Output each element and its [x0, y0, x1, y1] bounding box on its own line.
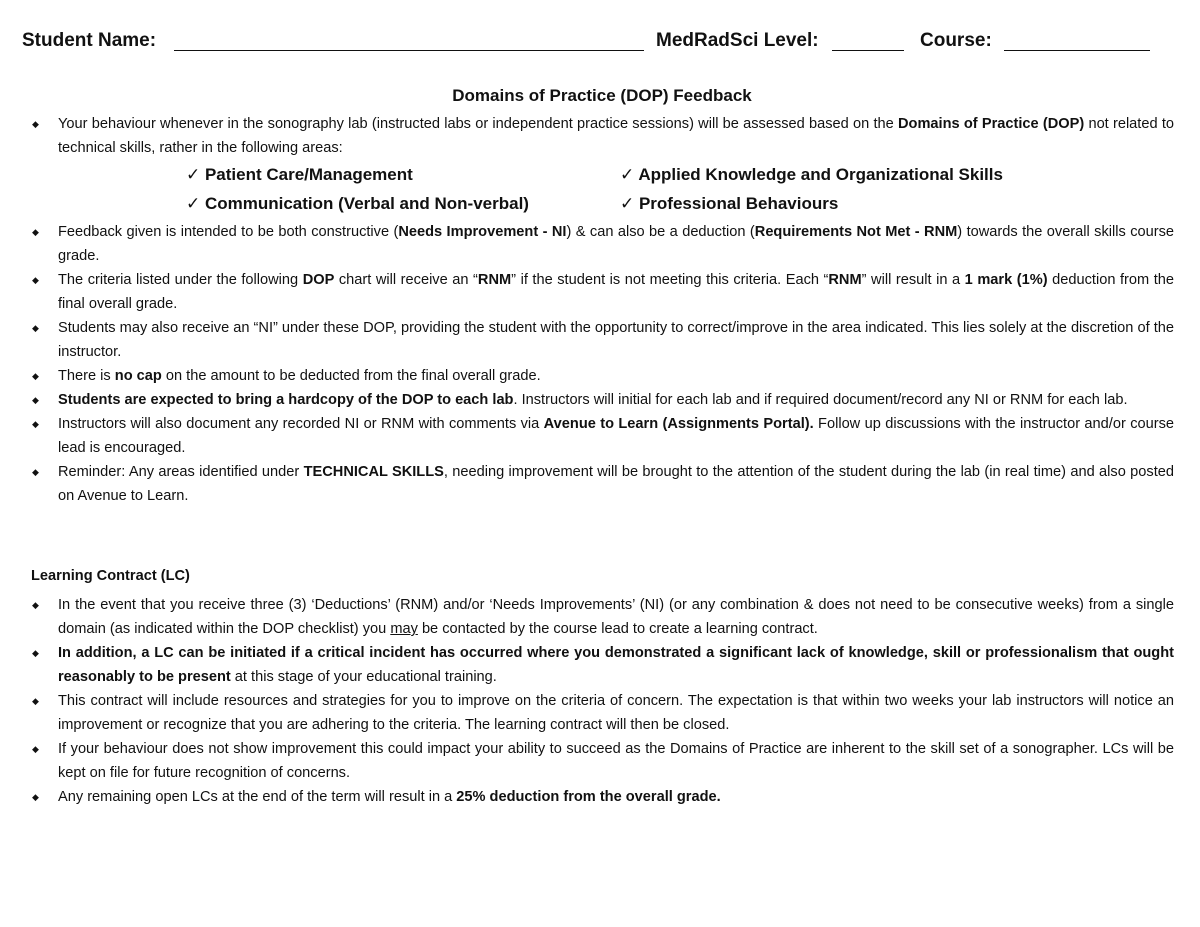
- list-item: ◆ Feedback given is intended to be both constructive (Needs Improvement - NI) & can also be a deduction (Requirements Not Met - RNM) towards the overall skills course grade.: [32, 220, 1174, 268]
- list-item: ◆ The criteria listed under the following DOP chart will receive an “RNM” if the student is not meeting this criteria. Each “RNM” will result in a 1 mark (1%) deduction from the final overall grade.: [32, 268, 1174, 316]
- medradsci-level-field[interactable]: [832, 50, 904, 51]
- learning-contract-heading: Learning Contract (LC): [31, 568, 190, 584]
- course-field[interactable]: [1004, 50, 1150, 51]
- list-item: ◆ This contract will include resources and strategies for you to improve on the criteria of concern. The expectation is that within two weeks your lab instructors will notice an improvement or recognize that you are adhering to the criteria. The learning contract will then be closed.: [32, 689, 1174, 737]
- list-item: ◆ Instructors will also document any recorded NI or RNM with comments via Avenue to Learn (Assignments Portal). Follow up discussions with the instructor and/or course lead is encouraged.: [32, 412, 1174, 460]
- list-item: ◆ Your behaviour whenever in the sonography lab (instructed labs or independent practice sessions) will be assessed based on the Domains of Practice (DOP) not related to technical skills, rather in the following areas:: [32, 112, 1174, 160]
- list-item: ◆ In the event that you receive three (3) ‘Deductions’ (RNM) and/or ‘Needs Improvements’ (NI) (or any combination & does not need to be consecutive weeks) from a single domain (as indicated within the DOP checklist) you may be contacted by the course lead to create a learning contract.: [32, 593, 1174, 641]
- dop-rules-list: [32, 220, 1174, 508]
- student-name-label: Student Name:: [22, 30, 157, 51]
- student-name-field[interactable]: [174, 50, 644, 51]
- medradsci-level-label: MedRadSci Level:: [656, 30, 819, 51]
- intro-list: [32, 112, 1174, 160]
- domains-row-1: [0, 165, 1200, 193]
- student-info-header: [22, 30, 1182, 54]
- list-item: ◆ Any remaining open LCs at the end of the term will result in a 25% deduction from the overall grade.: [32, 785, 1174, 809]
- list-item: ◆ If your behaviour does not show improvement this could impact your ability to succeed as the Domains of Practice are inherent to the skill set of a sonographer. LCs will be kept on file for future recognition of concerns.: [32, 737, 1174, 785]
- domains-row-2: [0, 194, 1200, 222]
- list-item: ◆ Reminder: Any areas identified under TECHNICAL SKILLS, needing improvement will be brought to the attention of the student during the lab (in real time) and also posted on Avenue to Learn.: [32, 460, 1174, 508]
- domain-applied-knowledge: ✓ Applied Knowledge and Organizational Skills: [620, 165, 1003, 184]
- domain-patient-care: ✓ Patient Care/Management: [186, 165, 413, 184]
- list-item: ◆ There is no cap on the amount to be deducted from the final overall grade.: [32, 364, 1174, 388]
- page-title: Domains of Practice (DOP) Feedback: [452, 86, 752, 105]
- course-label: Course:: [920, 30, 992, 51]
- list-item: ◆ Students may also receive an “NI” under these DOP, providing the student with the opportunity to correct/improve in the area indicated. This lies solely at the discretion of the instructor.: [32, 316, 1174, 364]
- domain-communication: ✓ Communication (Verbal and Non-verbal): [186, 194, 529, 213]
- domain-professional-behaviours: ✓ Professional Behaviours: [620, 194, 839, 213]
- learning-contract-list: [32, 593, 1174, 809]
- list-item: ◆ In addition, a LC can be initiated if a critical incident has occurred where you demonstrated a significant lack of knowledge, skill or professionalism that ought reasonably to be present at this stage of your educational training.: [32, 641, 1174, 689]
- list-item: ◆ Students are expected to bring a hardcopy of the DOP to each lab. Instructors will initial for each lab and if required document/record any NI or RNM for each lab.: [32, 388, 1174, 412]
